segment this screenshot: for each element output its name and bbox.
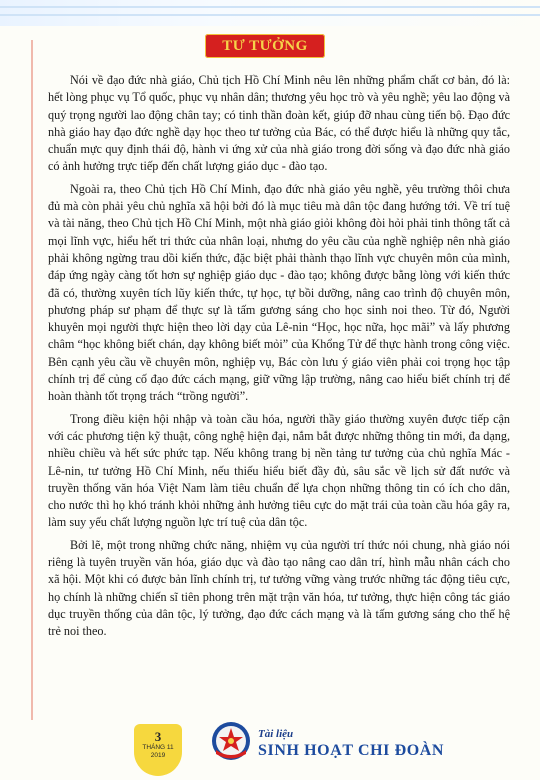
magazine-label — [258, 728, 444, 762]
issue-year: 2019 — [150, 752, 166, 759]
youth-union-emblem-icon — [210, 720, 252, 762]
top-ribbon — [0, 0, 540, 26]
article-paragraph: Ngoài ra, theo Chủ tịch Hồ Chí Minh, đạo đức nhà giáo yêu nghề, yêu trường thôi chưa đủ mà còn phải yêu chủ nghĩa xã hội bởi đó là mục tiêu mà dân tộc đang hướng tới. Về trí tuệ và tài năng, theo Chủ tịch Hồ Chí Minh, một nhà giáo giỏi không đòi hỏi phải tinh thông tất cả mọi lĩnh vực, hiểu hết tri thức của nhân loại, nhưng do yêu cầu của nghề nghiệp nên nhà giáo phải không ngừng trau dồi kiến thức, đặc biệt phải thành thạo lĩnh vực chuyên môn của mình, đáp ứng ngày càng tốt hơn sự nghiệp giáo dục - đào tạo; không được bằng lòng với kiến thức đã có, thường xuyên tích lũy kiến thức, tự học, tự bồi dưỡng, nâng cao trình độ chuyên môn, phương pháp sư phạm để thực sự là tấm gương sáng cho học sinh noi theo. Từ đó, Người khuyên mọi người thực hiện theo lời dạy của Lê-nin “Học, học nữa, học mãi” và lấy phương châm “học không biết chán, dạy không biết mỏi” của Khổng Tử để thực hành trong công việc. Bên cạnh yêu cầu về chuyên môn, nghiệp vụ, Bác còn lưu ý giáo viên phải coi trọng học tập chính trị để củng cố đạo đức cách mạng, giữ vững lập trường, nâng cao hiểu biết chính trị để hoàn thành tốt trọng trách “trồng người”. — [48, 181, 510, 404]
page-number-badge — [134, 724, 182, 776]
article-paragraph: Bởi lẽ, một trong những chức năng, nhiệm vụ của người trí thức nói chung, nhà giáo nói riêng là tuyên truyền văn hóa, giáo dục và đào tạo nâng cao dân trí, hình mẫu nhân cách cho xã hội. Một khi có được bản lĩnh chính trị, tư tưởng vững vàng trước những tác động tiêu cực, họ chính là những chiến sĩ tiên phong trên mặt trận văn hóa, tư tưởng, thực hiện công tác giáo dục truyền thống của dân tộc, lý tưởng, đạo đức cách mạng và là tấm gương sáng cho thế hệ trẻ noi theo. — [48, 537, 510, 639]
article-paragraph: Nói về đạo đức nhà giáo, Chủ tịch Hồ Chí Minh nêu lên những phẩm chất cơ bản, đó là: hết lòng phục vụ Tổ quốc, phục vụ nhân dân; thương yêu học trò và yêu nghề; yêu lao động và quý trọng người lao động chân tay; có tinh thần đoàn kết, giúp đỡ nhau cùng tiến bộ. Đạo đức nhà giáo hay đạo đức nghề dạy học theo tư tưởng của Bác, có thể được hiểu là những quy tắc, chuẩn mực quy định thái độ, hành vi ứng xử của nhà giáo trong đời sống và đạo đức nhà giáo có ảnh hưởng trực tiếp đến chất lượng giáo dục - đào tạo. — [48, 73, 510, 174]
page-number: 3 — [154, 729, 162, 744]
issue-month: THÁNG 11 — [142, 744, 174, 751]
left-margin-rule — [31, 40, 33, 720]
article-paragraph: Trong điều kiện hội nhập và toàn cầu hóa, người thầy giáo thường xuyên được tiếp cận với các phương tiện kỹ thuật, công nghệ hiện đại, nắm bắt được những thông tin mới, đa dạng, nhiều chiều và hết sức phức tạp. Nếu không trang bị nền tảng tư tưởng của chủ nghĩa Mác - Lê-nin, tư tưởng Hồ Chí Minh, nếu thiếu hiểu biết đầy đủ, sâu sắc về lịch sử đất nước và truyền thống văn hóa Việt Nam làm tiêu chuẩn để lựa chọn những thông tin có ích cho dân, cho nước thì họ khó tránh khỏi những ảnh hưởng tiêu cực do mặt trái của toàn cầu hóa gây ra, làm suy yếu chất lượng nguồn lực trí tuệ của dân tộc. — [48, 411, 510, 530]
article-body — [48, 72, 510, 646]
magazine-title: SINH HOẠT CHI ĐOÀN — [258, 742, 445, 759]
ribbon-stripe — [0, 6, 540, 8]
ribbon-stripe — [0, 14, 540, 16]
magazine-subtitle: Tài liệu — [258, 728, 294, 740]
section-tag: TƯ TƯỞNG — [205, 34, 325, 58]
